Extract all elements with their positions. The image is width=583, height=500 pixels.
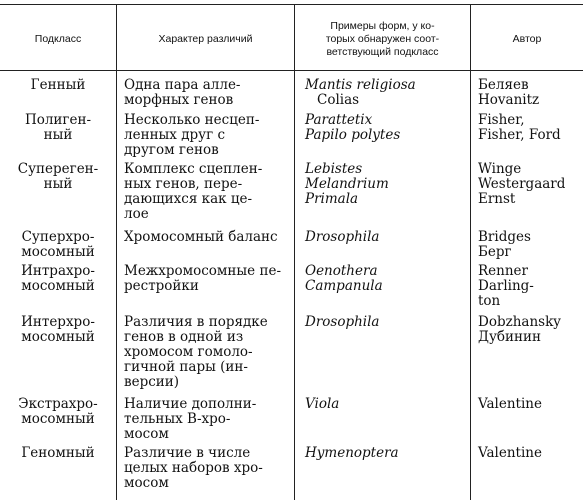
row-difference: Межхромосомные пе- рестройки [124, 263, 282, 294]
row-examples [305, 397, 467, 412]
header-examples: Примеры форм, у ко- торых обнаружен соот- ветствующий подкласс [325, 19, 440, 58]
row-difference: Наличие дополни- тельных В-хро- мосом [124, 396, 257, 442]
row-subclass: Интрахро- мосомный [21, 263, 95, 294]
row-examples [305, 113, 467, 143]
row-examples [305, 230, 467, 245]
example-name: Campanula [305, 278, 383, 294]
column-divider [116, 4, 117, 500]
row-subclass: Супереген- ный [17, 161, 99, 192]
column-divider [294, 4, 295, 500]
row-examples [305, 315, 467, 330]
row-difference: Одна пара алле- морфных генов [124, 77, 241, 108]
row-examples [305, 446, 467, 461]
example-name: Oenothera [305, 263, 378, 279]
example-name: Papilo polytes [305, 127, 401, 143]
row-author: Dobzhansky Дубинин [478, 314, 561, 345]
row-difference: Различие в числе целых наборов хро- мосом [124, 445, 263, 491]
example-name: Melandrium [305, 176, 389, 192]
example-name: Hymenoptera [305, 445, 399, 461]
example-name: Viola [305, 396, 340, 412]
row-examples [305, 78, 467, 108]
example-name: Drosophila [305, 229, 380, 245]
example-name: Mantis religiosa [305, 77, 416, 93]
row-author: Беляев Hovanitz [478, 77, 540, 108]
row-author: Winge Westergaard Ernst [478, 161, 566, 207]
example-name: Drosophila [305, 314, 380, 330]
header-subclass: Подкласс [34, 32, 82, 45]
row-author: Valentine [478, 445, 542, 461]
header-bottom-rule [0, 70, 583, 71]
row-author: Fisher, Fisher, Ford [478, 112, 561, 143]
column-divider [470, 4, 471, 500]
row-subclass: Полиген- ный [24, 112, 92, 143]
example-name: Parattetix [305, 112, 373, 128]
example-name: Colias [317, 92, 360, 108]
row-author: Valentine [478, 396, 542, 412]
header-author: Автор [512, 32, 542, 45]
row-examples [305, 162, 467, 207]
header-difference: Характер различий [158, 32, 253, 45]
row-subclass: Генный [30, 77, 86, 93]
row-subclass: Суперхро- мосомный [21, 229, 95, 260]
table-top-rule [0, 4, 583, 5]
row-examples [305, 264, 467, 294]
row-author: Bridges Берг [478, 229, 531, 260]
example-name: Primala [305, 191, 359, 207]
row-difference: Хромосомный баланс [124, 229, 278, 245]
row-subclass: Экстрахро- мосомный [18, 396, 98, 427]
example-name: Lebistes [305, 161, 363, 177]
row-subclass: Геномный [21, 445, 95, 461]
row-subclass: Интерхро- мосомный [21, 314, 95, 345]
row-author: Renner Darling- ton [478, 263, 534, 309]
row-difference: Различия в порядке генов в одной из хромосом гомоло- гичной пары (ин- версии) [124, 314, 268, 390]
row-difference: Комплекс сцеплен- ных генов, пере- дающихся как це- лое [124, 161, 263, 222]
row-difference: Несколько несцеп- ленных друг с другом генов [124, 112, 260, 158]
